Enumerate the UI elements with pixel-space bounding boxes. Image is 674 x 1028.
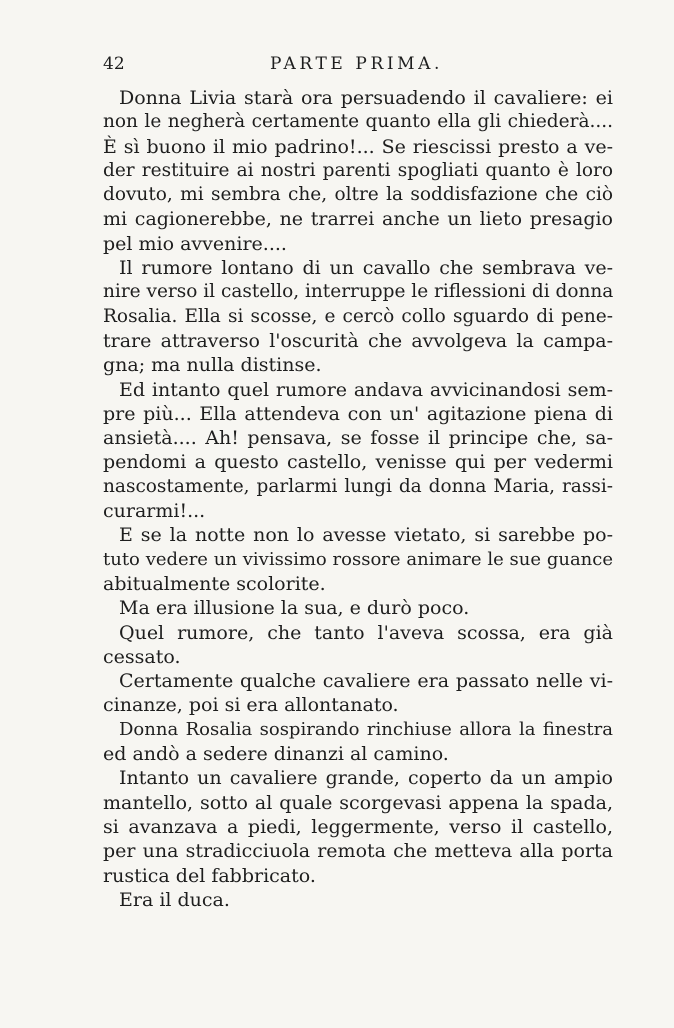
text-line: Certamente qualche cavaliere era passato nelle vi- — [119, 670, 613, 693]
paragraph — [103, 669, 613, 718]
text-line: Donna Livia starà ora persuadendo il cavaliere: ei — [119, 87, 613, 109]
text-line: tuto vedere un vivissimo rossore animare le sue guance — [103, 548, 613, 570]
text-line: der restituire ai nostri parenti spogliati quanto è loro — [103, 159, 613, 181]
paragraph — [103, 256, 613, 377]
paragraph — [103, 888, 613, 912]
paragraph — [103, 766, 613, 887]
body-text — [103, 86, 613, 912]
paragraph — [103, 718, 613, 767]
text-line: si avanzava a piedi, leggermente, verso il castello, — [103, 815, 613, 838]
paragraph — [103, 621, 613, 670]
text-line: Intanto un cavaliere grande, coperto da un ampio — [119, 767, 613, 790]
text-line: Era il duca. — [119, 888, 230, 911]
text-line: mantello, sotto al quale scorgevasi appena la spada, — [103, 791, 613, 814]
text-line: dovuto, mi sembra che, oltre la soddisfazione che ciò — [103, 184, 613, 206]
text-line: non le negherà certamente quanto ella gli chiederà.... — [103, 111, 613, 133]
text-line: Donna Rosalia sospirando rinchiuse allora la finestra — [119, 718, 613, 740]
text-line: pendomi a questo castello, venisse qui per vedermi — [103, 451, 613, 474]
text-line: pel mio avvenire.... — [103, 232, 287, 255]
text-line: mi cagionerebbe, ne trarrei anche un lieto presagio — [103, 208, 613, 231]
text-line: curarmi!... — [103, 500, 206, 523]
text-line: trare attraverso l'oscurità che avvolgeva la campa- — [103, 329, 613, 352]
text-line: Ma era illusione la sua, e durò poco. — [119, 597, 470, 620]
text-line: nascostamente, parlarmi lungi da donna Maria, rassi- — [103, 475, 613, 497]
text-line: gna; ma nulla distinse. — [103, 354, 322, 377]
text-line: Rosalia. Ella si scosse, e cercò collo sguardo di pene- — [103, 305, 613, 327]
paragraph — [103, 378, 613, 524]
text-line: Ed intanto quel rumore andava avvicinandosi sem- — [119, 378, 613, 401]
text-line: ed andò a sedere dinanzi al camino. — [103, 743, 449, 766]
text-line: È sì buono il mio padrino!... Se riescissi presto a ve- — [103, 135, 613, 158]
text-line: cessato. — [103, 645, 181, 668]
paragraph — [103, 86, 613, 256]
running-head: PARTE PRIMA. — [270, 54, 444, 74]
text-line: Il rumore lontano di un cavallo che sembrava ve- — [119, 257, 613, 280]
text-line: per una stradicciuola remota che metteva alla porta — [103, 840, 613, 863]
page-header — [103, 54, 613, 80]
text-line: Quel rumore, che tanto l'aveva scossa, era già — [119, 621, 613, 644]
text-line: nire verso il castello, interruppe le riflessioni di donna — [103, 281, 614, 303]
text-line: cinanze, poi si era allontanato. — [103, 694, 399, 717]
text-line: E se la notte non lo avesse vietato, si sarebbe po- — [119, 524, 613, 547]
text-line: abitualmente scolorite. — [103, 572, 326, 595]
text-line: ansietà.... Ah! pensava, se fosse il principe che, sa- — [103, 427, 613, 450]
page-number: 42 — [103, 54, 125, 74]
paragraph — [103, 596, 613, 620]
paragraph — [103, 523, 613, 596]
text-line: rustica del fabbricato. — [103, 864, 316, 887]
text-line: pre più... Ella attendeva con un' agitazione piena di — [103, 402, 613, 425]
